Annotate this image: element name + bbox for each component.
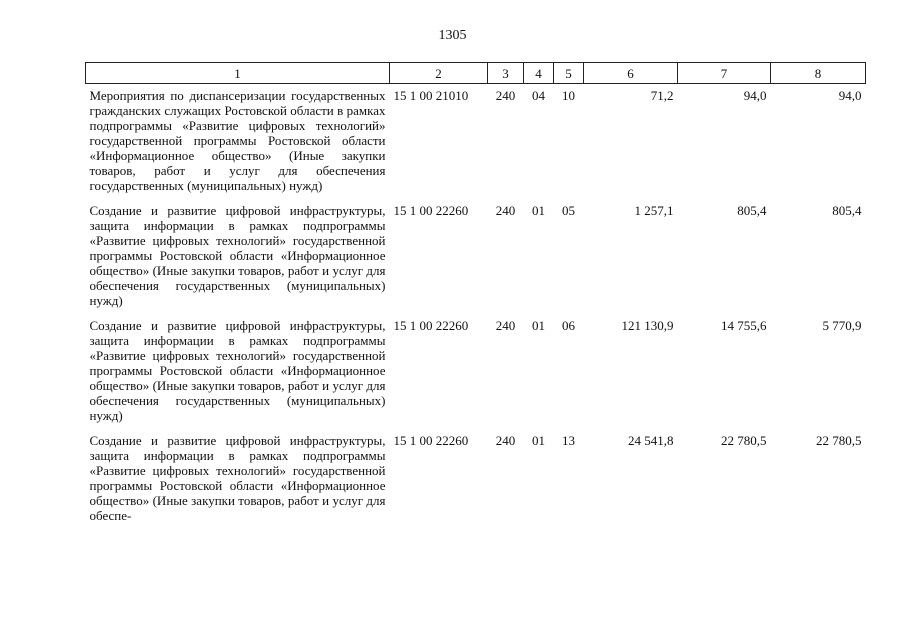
row-target-code: 15 1 00 22260 bbox=[393, 318, 469, 333]
row-value-col7: 14 755,6 bbox=[721, 318, 767, 333]
column-header: 2 bbox=[390, 63, 488, 84]
column-header: 4 bbox=[524, 63, 554, 84]
row-section: 04 bbox=[532, 88, 545, 103]
table-row bbox=[86, 199, 866, 314]
row-value-col6: 1 257,1 bbox=[634, 203, 674, 218]
row-value-col6: 71,2 bbox=[650, 88, 674, 103]
row-value-col6: 24 541,8 bbox=[628, 433, 674, 448]
page-number: 1305 bbox=[438, 28, 467, 43]
row-value-col8: 805,4 bbox=[832, 203, 862, 218]
row-target-code: 15 1 00 21010 bbox=[393, 88, 469, 103]
row-value-col7: 94,0 bbox=[743, 88, 767, 103]
row-expense-type: 240 bbox=[495, 318, 516, 333]
table-row bbox=[86, 84, 866, 200]
column-header: 8 bbox=[771, 63, 866, 84]
row-description: Создание и развитие цифровой инфраструктуры, защита информации в рамках подпрограммы «Развитие цифровых технологий» государственной программы Ростовской области «Информационное общество» (Иные закупки товаров, работ и услуг для обеспечения государственных (муниципальных) нужд) bbox=[89, 203, 386, 308]
row-section: 01 bbox=[532, 433, 545, 448]
budget-table bbox=[85, 62, 866, 529]
row-value-col6: 121 130,9 bbox=[621, 318, 674, 333]
table-header-row bbox=[86, 63, 866, 84]
row-value-col8: 94,0 bbox=[838, 88, 862, 103]
row-value-col8: 5 770,9 bbox=[822, 318, 862, 333]
row-subsection: 06 bbox=[562, 318, 575, 333]
row-description: Создание и развитие цифровой инфраструктуры, защита информации в рамках подпрограммы «Развитие цифровых технологий» государственной программы Ростовской области «Информационное общество» (Иные закупки товаров, работ и услуг для обеспечения государственных (муниципальных) нужд) bbox=[89, 318, 386, 423]
row-subsection: 13 bbox=[562, 433, 575, 448]
row-value-col8: 22 780,5 bbox=[816, 433, 862, 448]
column-header: 3 bbox=[488, 63, 524, 84]
row-value-col7: 22 780,5 bbox=[721, 433, 767, 448]
row-target-code: 15 1 00 22260 bbox=[393, 433, 469, 448]
row-description: Создание и развитие цифровой инфраструктуры, защита информации в рамках подпрограммы «Развитие цифровых технологий» государственной программы Ростовской области «Информационное общество» (Иные закупки товаров, работ и услуг для обеспе- bbox=[89, 433, 386, 523]
table-row bbox=[86, 429, 866, 529]
row-expense-type: 240 bbox=[495, 88, 516, 103]
row-target-code: 15 1 00 22260 bbox=[393, 203, 469, 218]
row-expense-type: 240 bbox=[495, 433, 516, 448]
row-value-col7: 805,4 bbox=[737, 203, 767, 218]
column-header: 6 bbox=[584, 63, 678, 84]
column-header: 7 bbox=[678, 63, 771, 84]
row-description: Мероприятия по диспансеризации государственных гражданских служащих Ростовской области в рамках подпрограммы «Развитие цифровых технологий» государственной программы Ростовской области «Информационное общество» (Иные закупки товаров, работ и услуг для обеспечения государственных (муниципальных) нужд) bbox=[89, 88, 386, 193]
column-header: 1 bbox=[86, 63, 390, 84]
table-row bbox=[86, 314, 866, 429]
row-expense-type: 240 bbox=[495, 203, 516, 218]
row-section: 01 bbox=[532, 318, 545, 333]
row-subsection: 10 bbox=[562, 88, 575, 103]
row-subsection: 05 bbox=[562, 203, 575, 218]
column-header: 5 bbox=[554, 63, 584, 84]
row-section: 01 bbox=[532, 203, 545, 218]
